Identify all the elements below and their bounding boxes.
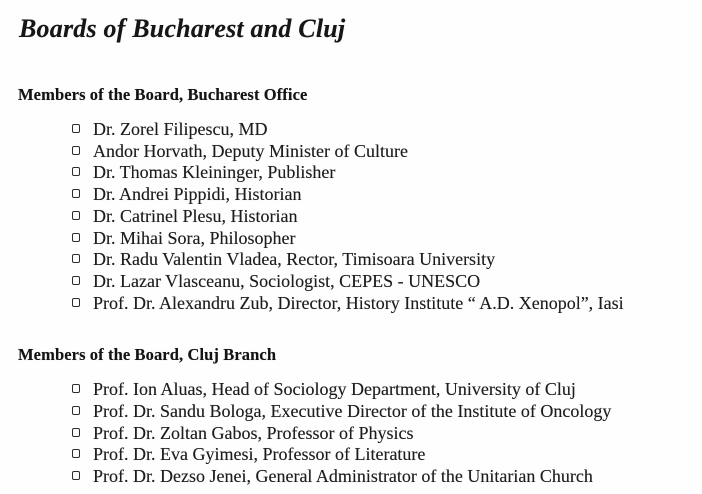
member-list-item — [72, 119, 702, 141]
member-name: Dr. Lazar Vlasceanu, Sociologist, CEPES - UNESCO — [93, 270, 481, 291]
member-list-item — [72, 249, 702, 271]
member-name: Prof. Dr. Zoltan Gabos, Professor of Physics — [93, 422, 414, 443]
member-list-item — [72, 184, 702, 206]
document-title: Boards of Bucharest and Cluj — [19, 14, 346, 43]
member-name: Dr. Zorel Filipescu, MD — [93, 119, 268, 139]
square-bullet-icon — [72, 189, 80, 198]
square-bullet-icon — [72, 276, 80, 285]
square-bullet-icon — [72, 233, 80, 242]
board-section-bucharest — [0, 85, 702, 314]
member-list-item — [72, 379, 702, 401]
member-name: Prof. Dr. Alexandru Zub, Director, History Institute “ A.D. Xenopol”, Iasi — [93, 292, 624, 313]
member-name: Dr. Andrei Pippidi, Historian — [93, 184, 302, 205]
square-bullet-icon — [72, 254, 80, 263]
square-bullet-icon — [72, 406, 80, 415]
square-bullet-icon — [72, 449, 80, 458]
member-list-item — [72, 423, 702, 445]
member-list-item — [72, 466, 702, 488]
member-list-item — [72, 228, 702, 250]
member-list-item — [72, 401, 702, 423]
member-list-item — [72, 271, 702, 293]
board-section-cluj — [0, 345, 702, 488]
member-name: Dr. Catrinel Plesu, Historian — [93, 205, 298, 226]
member-list-item — [72, 141, 702, 163]
square-bullet-icon — [72, 384, 80, 393]
member-name: Prof. Dr. Dezso Jenei, General Administrator of the Unitarian Church — [93, 466, 593, 487]
square-bullet-icon — [72, 428, 80, 437]
member-list-bucharest — [0, 119, 702, 314]
square-bullet-icon — [72, 298, 80, 307]
square-bullet-icon — [72, 124, 80, 133]
member-name: Dr. Mihai Sora, Philosopher — [93, 227, 296, 248]
section-heading-bucharest: Members of the Board, Bucharest Office — [18, 85, 308, 104]
square-bullet-icon — [72, 146, 80, 155]
member-name: Andor Horvath, Deputy Minister of Culture — [93, 140, 408, 161]
member-name: Dr. Thomas Kleininger, Publisher — [93, 162, 336, 183]
member-name: Prof. Dr. Sandu Bologa, Executive Director of the Institute of Oncology — [93, 401, 612, 422]
member-name: Prof. Dr. Eva Gyimesi, Professor of Literature — [93, 444, 426, 465]
member-list-item — [72, 444, 702, 466]
square-bullet-icon — [72, 471, 80, 480]
member-list-item — [72, 293, 702, 315]
square-bullet-icon — [72, 211, 80, 220]
member-list-item — [72, 206, 702, 228]
member-list-cluj — [0, 379, 702, 488]
member-name: Dr. Radu Valentin Vladea, Rector, Timisoara University — [93, 249, 496, 270]
square-bullet-icon — [72, 167, 80, 176]
member-list-item — [72, 162, 702, 184]
member-name: Prof. Ion Aluas, Head of Sociology Department, University of Cluj — [93, 379, 576, 400]
section-heading-cluj: Members of the Board, Cluj Branch — [18, 345, 277, 365]
